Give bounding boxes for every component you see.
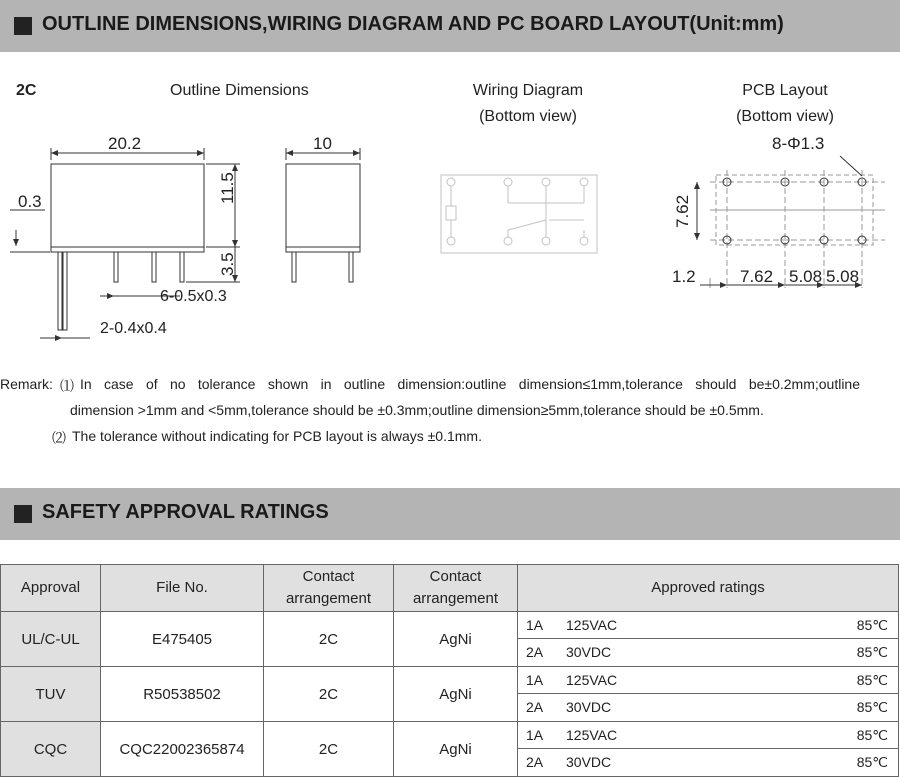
rating-line: [518, 749, 898, 775]
rating-line: [518, 694, 898, 720]
rating-temperature: 85℃: [856, 754, 888, 770]
section-square-icon: [14, 17, 32, 35]
relay-side-view: [286, 164, 360, 282]
rating-current: 2A: [526, 754, 544, 770]
wiring-caption-line1: Wiring Diagram: [472, 82, 584, 99]
dim-depth: 10: [313, 134, 332, 153]
dim-offset: 0.3: [18, 192, 42, 211]
cell-approval: UL/C-UL: [1, 612, 101, 667]
section-square-icon: [14, 505, 32, 523]
pcb-dim-1: 1.2: [672, 267, 696, 286]
rating-current: 2A: [526, 644, 544, 660]
cell-material: AgNi: [394, 722, 518, 777]
remark-label: Remark:: [0, 376, 53, 392]
rating-line: [518, 722, 898, 749]
cell-ratings: [518, 667, 899, 722]
technical-drawing: [0, 60, 900, 350]
rating-temperature: 85℃: [856, 672, 888, 688]
rating-voltage: 30VDC: [566, 699, 612, 715]
remark-marker-1: ⑴: [60, 378, 74, 394]
dim-pin-length: 3.5: [218, 252, 237, 276]
table-header-row: [1, 565, 899, 612]
model-label: 2C: [16, 82, 37, 99]
rating-current: 1A: [526, 617, 544, 633]
header-contact-material: Contact arrangement: [394, 565, 518, 612]
cell-ratings: [518, 722, 899, 777]
header-contact-arrangement: Contact arrangement: [264, 565, 394, 612]
section-header-safety: [0, 488, 900, 540]
cell-arrangement: 2C: [264, 612, 394, 667]
cell-approval: CQC: [1, 722, 101, 777]
section-title: OUTLINE DIMENSIONS,WIRING DIAGRAM AND PC BOARD LAYOUT(Unit:mm): [42, 13, 784, 35]
cell-ratings: [518, 612, 899, 667]
pcb-dim-4: 5.08: [826, 267, 860, 286]
rating-voltage: 125VAC: [566, 727, 618, 743]
rating-temperature: 85℃: [856, 617, 888, 633]
cell-material: AgNi: [394, 612, 518, 667]
remark-note1-line1: In case of no tolerance shown in outline dimension:outline dimension≤1mm,tolerance should be±0.2mm;outline: [80, 376, 860, 392]
remark-marker-2: ⑵: [52, 430, 66, 446]
table-row: [1, 667, 899, 722]
rating-line: [518, 612, 898, 639]
cell-arrangement: 2C: [264, 667, 394, 722]
wiring-caption-line2: (Bottom view): [479, 108, 577, 125]
pin-spec-2: 2-0.4x0.4: [100, 320, 167, 337]
section-title: SAFETY APPROVAL RATINGS: [42, 501, 329, 523]
rating-temperature: 85℃: [856, 644, 888, 660]
rating-current: 1A: [526, 727, 544, 743]
cell-file-no: CQC22002365874: [101, 722, 264, 777]
ratings-table: [0, 564, 899, 777]
rating-voltage: 125VAC: [566, 617, 618, 633]
remark-note1-line2: dimension >1mm and <5mm,tolerance should be ±0.3mm;outline dimension≥5mm,tolerance should be ±0.5mm.: [70, 402, 764, 418]
pcb-row-pitch: 7.62: [673, 194, 692, 228]
rating-line: [518, 639, 898, 665]
cell-arrangement: 2C: [264, 722, 394, 777]
rating-current: 1A: [526, 672, 544, 688]
cell-file-no: R50538502: [101, 667, 264, 722]
rating-temperature: 85℃: [856, 699, 888, 715]
dim-width: 20.2: [108, 134, 142, 153]
rating-temperature: 85℃: [856, 727, 888, 743]
pin-spec-1: 6-0.5x0.3: [160, 288, 227, 305]
header-approval: Approval: [1, 565, 101, 612]
cell-approval: TUV: [1, 667, 101, 722]
table-row: [1, 722, 899, 777]
pcb-dim-2: 7.62: [740, 267, 774, 286]
rating-current: 2A: [526, 699, 544, 715]
rating-voltage: 30VDC: [566, 754, 612, 770]
rating-line: [518, 667, 898, 694]
rating-voltage: 125VAC: [566, 672, 618, 688]
table-row: [1, 612, 899, 667]
header-file-no: File No.: [101, 565, 264, 612]
header-approved-ratings: Approved ratings: [518, 565, 899, 612]
cell-file-no: E475405: [101, 612, 264, 667]
remark-note2: The tolerance without indicating for PCB layout is always ±0.1mm.: [72, 428, 482, 444]
pcb-hole-spec: 8-Φ1.3: [772, 134, 825, 153]
pcb-caption-line1: PCB Layout: [742, 82, 828, 99]
section-header-outline: [0, 0, 900, 52]
dim-height: 11.5: [218, 172, 237, 204]
pcb-caption-line2: (Bottom view): [736, 108, 834, 125]
wiring-diagram: [441, 175, 597, 253]
cell-material: AgNi: [394, 667, 518, 722]
rating-voltage: 30VDC: [566, 644, 612, 660]
outline-caption: Outline Dimensions: [170, 82, 309, 99]
pcb-dim-3: 5.08: [789, 267, 823, 286]
